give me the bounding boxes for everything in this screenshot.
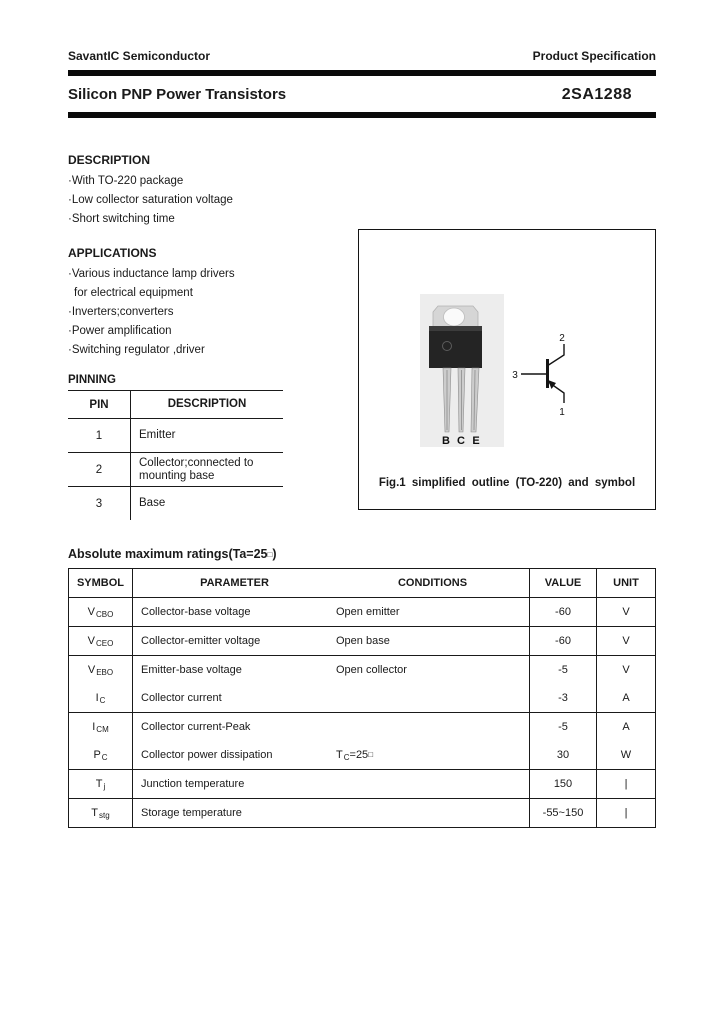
table-row — [69, 598, 655, 627]
figure-caption: Fig.1 simplified outline (TO-220) and symbol — [378, 477, 636, 489]
pin-description: Emitter — [130, 419, 283, 452]
rating-symbol: P $_C$ — [69, 741, 133, 769]
rating-conditions — [336, 684, 530, 712]
rating-unit: V — [622, 664, 630, 676]
rating-conditions: T $_C$ =25 □ — [336, 741, 530, 769]
spec-label: Product Specification — [532, 49, 656, 63]
rating-unit: | — [624, 807, 628, 819]
rating-parameter: Collector current-Peak — [141, 721, 251, 733]
unit-column-header: UNIT — [613, 577, 639, 589]
rating-symbol: V $_{CBO}$ — [69, 598, 133, 626]
conditions-column-header: CONDITIONS — [336, 569, 530, 597]
description-heading: DESCRIPTION — [68, 153, 151, 167]
figure-box — [358, 229, 656, 510]
rating-unit: V — [622, 635, 630, 647]
pin-column-header: PIN — [89, 398, 109, 411]
missing-glyph: □ — [368, 749, 374, 759]
description-section — [68, 153, 358, 229]
rating-parameter: Collector-emitter voltage — [141, 635, 261, 647]
rating-parameter: Collector power dissipation — [141, 749, 273, 761]
rating-parameter: Collector current — [141, 692, 222, 704]
rating-conditions: Open emitter — [336, 598, 530, 626]
ratings-title: Absolute maximum ratings(Ta=25□) — [68, 547, 277, 561]
missing-glyph: □ — [267, 550, 273, 559]
rating-unit: W — [620, 749, 632, 761]
table-row — [69, 799, 655, 827]
pin-description: Base — [130, 487, 283, 520]
title-row — [68, 86, 656, 104]
rating-symbol: V $_{EBO}$ — [69, 656, 133, 684]
table-row — [68, 453, 283, 487]
rating-unit: A — [622, 721, 630, 733]
symbol-column-header: SYMBOL — [69, 569, 133, 597]
pin-label-b: B — [442, 435, 450, 447]
rating-conditions — [336, 799, 530, 827]
table-row — [69, 770, 655, 799]
table-row — [69, 684, 655, 713]
brand-name: SavantIC Semiconductor — [68, 49, 211, 63]
description-item: ·Short switching time — [68, 213, 175, 225]
rating-value: 150 — [530, 770, 597, 798]
rating-conditions — [336, 770, 530, 798]
description-item: ·Low collector saturation voltage — [68, 194, 233, 206]
applications-section — [68, 246, 358, 360]
rating-value: -55~150 — [530, 799, 597, 827]
horizontal-rule-top — [68, 70, 656, 76]
applications-heading: APPLICATIONS — [68, 246, 157, 260]
page-header — [68, 49, 656, 63]
rating-symbol: T $_{stg}$ — [69, 799, 133, 827]
table-row — [69, 741, 655, 770]
pin-label-c: C — [457, 435, 465, 447]
to220-package-image — [420, 294, 504, 447]
symbol-pin-3-label: 3 — [512, 370, 518, 381]
rating-unit: A — [622, 692, 630, 704]
applications-item: ·Inverters;converters — [68, 306, 174, 318]
pnp-transistor-symbol-image — [507, 330, 583, 418]
pin-number: 2 — [95, 463, 103, 476]
applications-item-continuation: for electrical equipment — [74, 287, 193, 299]
rating-symbol: I $_C$ — [69, 684, 133, 712]
rating-conditions — [336, 713, 530, 741]
rating-value: -3 — [530, 684, 597, 712]
symbol-pin-1-label: 1 — [559, 407, 565, 418]
rating-value: -5 — [530, 656, 597, 684]
pinning-table — [68, 390, 283, 520]
description-item: ·With TO-220 package — [68, 175, 184, 187]
rating-conditions: Open collector — [336, 656, 530, 684]
table-row — [69, 627, 655, 656]
rating-conditions: Open base — [336, 627, 530, 655]
value-column-header: VALUE — [530, 569, 597, 597]
pinning-section — [68, 374, 358, 520]
pinning-heading: PINNING — [68, 374, 116, 386]
pin-label-e: E — [472, 435, 480, 447]
table-row — [69, 656, 655, 684]
rating-value: 30 — [530, 741, 597, 769]
table-row — [69, 713, 655, 741]
pinning-header-row — [68, 391, 283, 419]
ratings-table — [68, 568, 656, 828]
applications-item: ·Power amplification — [68, 325, 172, 337]
parameter-column-header: PARAMETER — [200, 577, 269, 589]
rating-parameter: Emitter-base voltage — [141, 664, 242, 676]
rating-unit: | — [624, 778, 628, 790]
pin-number: 3 — [95, 497, 103, 510]
rating-symbol: V $_{CEO}$ — [69, 627, 133, 655]
table-row — [68, 487, 283, 520]
document-title: Silicon PNP Power Transistors — [68, 86, 287, 103]
rating-symbol: T $_j$ — [69, 770, 133, 798]
pin-number: 1 — [95, 429, 103, 442]
ratings-header-row — [69, 569, 655, 598]
applications-item: ·Switching regulator ,driver — [68, 344, 205, 356]
rating-value: -5 — [530, 713, 597, 741]
horizontal-rule-bottom — [68, 112, 656, 118]
rating-value: -60 — [530, 598, 597, 626]
rating-parameter: Collector-base voltage — [141, 606, 251, 618]
pin-description: Collector;connected to mounting base — [130, 453, 283, 486]
applications-item: ·Various inductance lamp drivers — [68, 268, 235, 280]
rating-parameter: Storage temperature — [141, 807, 242, 819]
rating-symbol: I $_{CM}$ — [69, 713, 133, 741]
rating-value: -60 — [530, 627, 597, 655]
rating-unit: V — [622, 606, 630, 618]
description-column-header: DESCRIPTION — [130, 391, 283, 418]
part-number: 2SA1288 — [561, 86, 632, 103]
rating-parameter: Junction temperature — [141, 778, 245, 790]
symbol-pin-2-label: 2 — [559, 333, 565, 344]
table-row — [68, 419, 283, 453]
